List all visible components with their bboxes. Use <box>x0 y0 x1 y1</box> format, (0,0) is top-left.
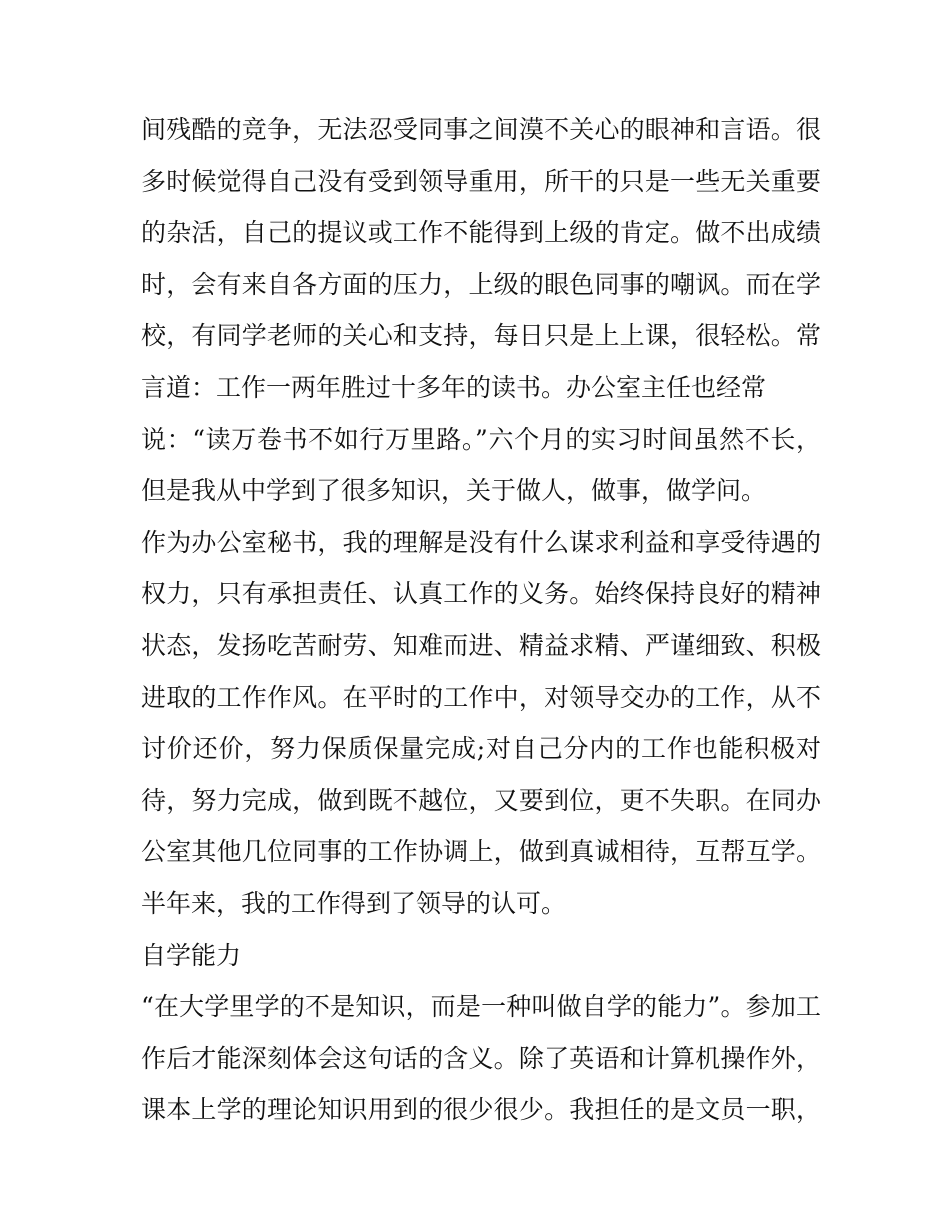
text-line: 半年来，我的工作得到了领导的认可。 <box>141 888 567 918</box>
text-line: 间残酷的竞争，无法忍受同事之间漠不关心的眼神和言语。很 <box>141 115 821 144</box>
text-line: 待，努力完成，做到既不越位，又要到位，更不失职。在同办 <box>141 785 821 815</box>
text-line: 说：“读万卷书不如行万里路。”六个月的实习时间虽然不长， <box>141 424 821 454</box>
text-line: 讨价还价，努力保质保量完成;对自己分内的工作也能积极对 <box>141 734 821 764</box>
text-line: “在大学里学的不是知识，而是一种叫做自学的能力”。参加工 <box>141 992 821 1022</box>
text-line: 作为办公室秘书，我的理解是没有什么谋求利益和享受待遇的 <box>141 527 821 557</box>
document-body <box>141 104 821 1136</box>
text-line: 作后才能深刻体会这句话的含义。除了英语和计算机操作外， <box>141 1043 821 1073</box>
text-line: 校，有同学老师的关心和支持，每日只是上上课，很轻松。常 <box>141 321 821 351</box>
text-line: 但是我从中学到了很多知识，关于做人，做事，做学问。 <box>141 476 767 506</box>
text-line: 言道：工作一两年胜过十多年的读书。办公室主任也经常 <box>141 372 767 402</box>
text-line: 自学能力 <box>141 940 242 970</box>
text-line: 状态，发扬吃苦耐劳、知难而进、精益求精、严谨细致、积极 <box>141 630 821 660</box>
text-line: 公室其他几位同事的工作协调上，做到真诚相待，互帮互学。 <box>141 837 821 867</box>
text-line: 时，会有来自各方面的压力，上级的眼色同事的嘲讽。而在学 <box>141 269 821 299</box>
text-line: 课本上学的理论知识用到的很少很少。我担任的是文员一职， <box>141 1095 821 1125</box>
text-line: 进取的工作作风。在平时的工作中，对领导交办的工作，从不 <box>141 682 821 712</box>
text-line: 权力，只有承担责任、认真工作的义务。始终保持良好的精神 <box>141 579 821 609</box>
text-line: 的杂活，自己的提议或工作不能得到上级的肯定。做不出成绩 <box>141 218 821 248</box>
text-line: 多时候觉得自己没有受到领导重用，所干的只是一些无关重要 <box>141 166 821 196</box>
